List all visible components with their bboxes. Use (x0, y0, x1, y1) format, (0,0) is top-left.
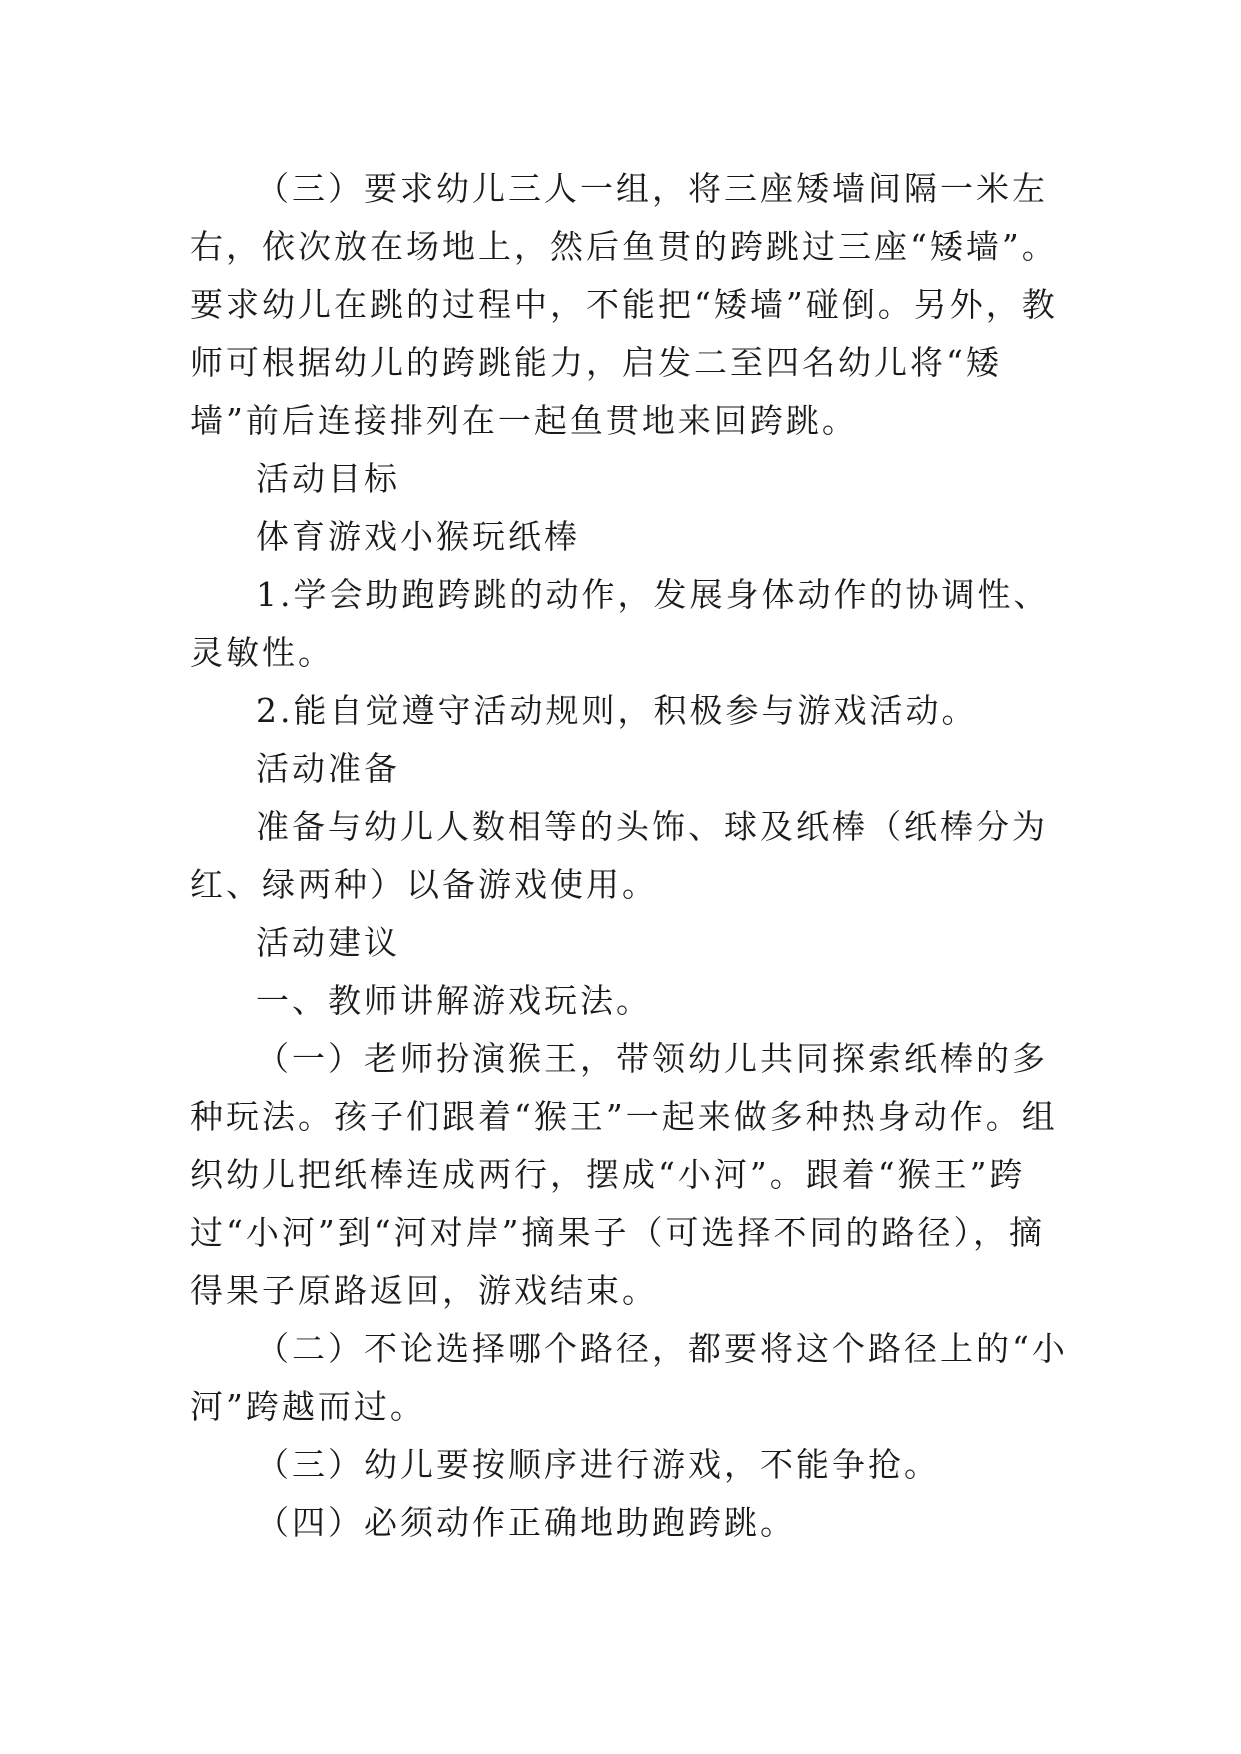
paragraph-rule-three: （三）幼儿要按顺序进行游戏，不能争抢。 (256, 1445, 940, 1484)
heading-activity-suggestions: 活动建议 (256, 923, 400, 962)
paragraph-rule-one: （一）老师扮演猴王，带领幼儿共同探索纸棒的多种玩法。孩子们跟着“猴王”一起来做多种热身动作。组织幼儿把纸棒连成两行，摆成“小河”。跟着“猴王”跨过“小河”到“河对岸”摘果子（可选择不同的路径），摘得果子原路返回，游戏结束。 (190, 1039, 1058, 1310)
heading-teacher-explains: 一、教师讲解游戏玩法。 (256, 981, 652, 1020)
heading-game-title: 体育游戏小猴玩纸棒 (256, 517, 580, 556)
paragraph-goal-two: 2.能自觉遵守活动规则，积极参与游戏活动。 (256, 691, 978, 730)
paragraph-goal-one: 1.学会助跑跨跳的动作，发展身体动作的协调性、灵敏性。 (190, 575, 1050, 672)
paragraph-rule-two: （二）不论选择哪个路径，都要将这个路径上的“小河”跨越而过。 (190, 1329, 1068, 1426)
paragraph-rule-four: （四）必须动作正确地助跑跨跳。 (256, 1503, 796, 1542)
paragraph-rule-three-walls: （三）要求幼儿三人一组，将三座矮墙间隔一米左右，依次放在场地上，然后鱼贯的跨跳过三座“矮墙”。要求幼儿在跳的过程中，不能把“矮墙”碰倒。另外，教师可根据幼儿的跨跳能力，启发二至四名幼儿将“矮墙”前后连接排列在一起鱼贯地来回跨跳。 (190, 169, 1058, 440)
heading-activity-goals: 活动目标 (256, 459, 400, 498)
document-body (190, 160, 1070, 1552)
heading-activity-preparation: 活动准备 (256, 749, 400, 788)
paragraph-preparation: 准备与幼儿人数相等的头饰、球及纸棒（纸棒分为红、绿两种）以备游戏使用。 (190, 807, 1048, 904)
